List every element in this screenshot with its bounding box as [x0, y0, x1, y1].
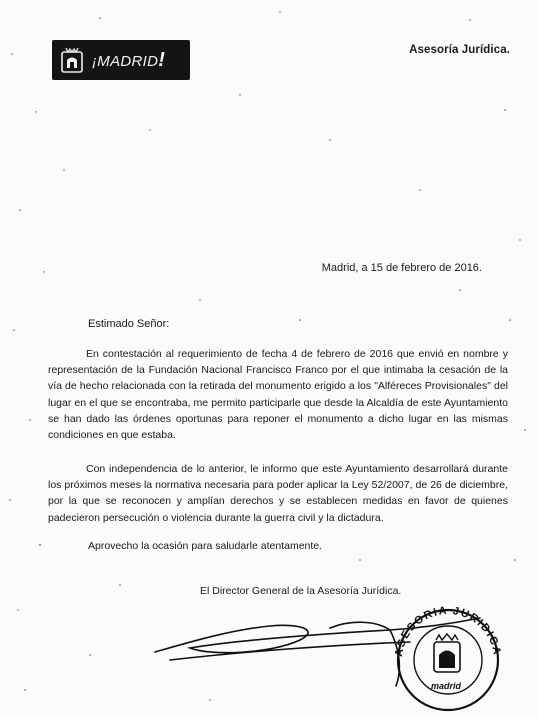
- signature-and-stamp: [150, 590, 538, 715]
- official-stamp: [393, 605, 503, 710]
- paragraph-1-text: En contestación al requerimiento de fecha 4 de febrero de 2016 que envió en nombre y representación de la Fundación Nacional Francisco Franco por el que intimaba la cesación de la vía de hecho relacionada con la retirada del monumento erigido a los "Alféreces Provisionales" del lugar en el que se encontraba, me permito participarle que desde la Alcaldía de este Ayuntamiento se han dado las órdenes oportunas para reponer el monumento a dicho lugar en las mismas condiciones en que estaba.: [48, 348, 508, 442]
- letter-date: Madrid, a 15 de febrero de 2016.: [321, 262, 482, 274]
- stamp-crest-icon: [434, 634, 460, 672]
- svg-text:ASESORIA JURIDICA: [393, 605, 503, 658]
- paragraph-2-text: Con independencia de lo anterior, le informo que este Ayuntamiento desarrollará durante los próximos meses la normativa necesaria para poder aplicar la Ley 52/2007, de 26 de diciembre, por la que se reconocen y amplían derechos y se establecen medidas en favor de quienes padecieron persecución o violencia durante la guerra civil y la dictadura.: [48, 463, 508, 524]
- paragraph-1: [48, 346, 508, 443]
- madrid-crest-icon: [60, 46, 84, 74]
- madrid-logo: [52, 40, 190, 80]
- stamp-ring-text: ASESORIA JURIDICA: [392, 604, 503, 658]
- signer-title: El Director General de la Asesoría Jurídica.: [200, 585, 402, 597]
- stamp-bottom-text: madrid: [430, 681, 462, 691]
- paragraph-2: [48, 461, 508, 526]
- madrid-wordmark: ¡MADRID!: [92, 48, 166, 71]
- letter-greeting: Estimado Señor:: [88, 318, 170, 330]
- handwritten-signature: [155, 618, 480, 686]
- department-header: Asesoría Jurídica.: [409, 44, 510, 56]
- letter-closing: Aprovecho la ocasión para saludarle atentamente.: [88, 540, 323, 552]
